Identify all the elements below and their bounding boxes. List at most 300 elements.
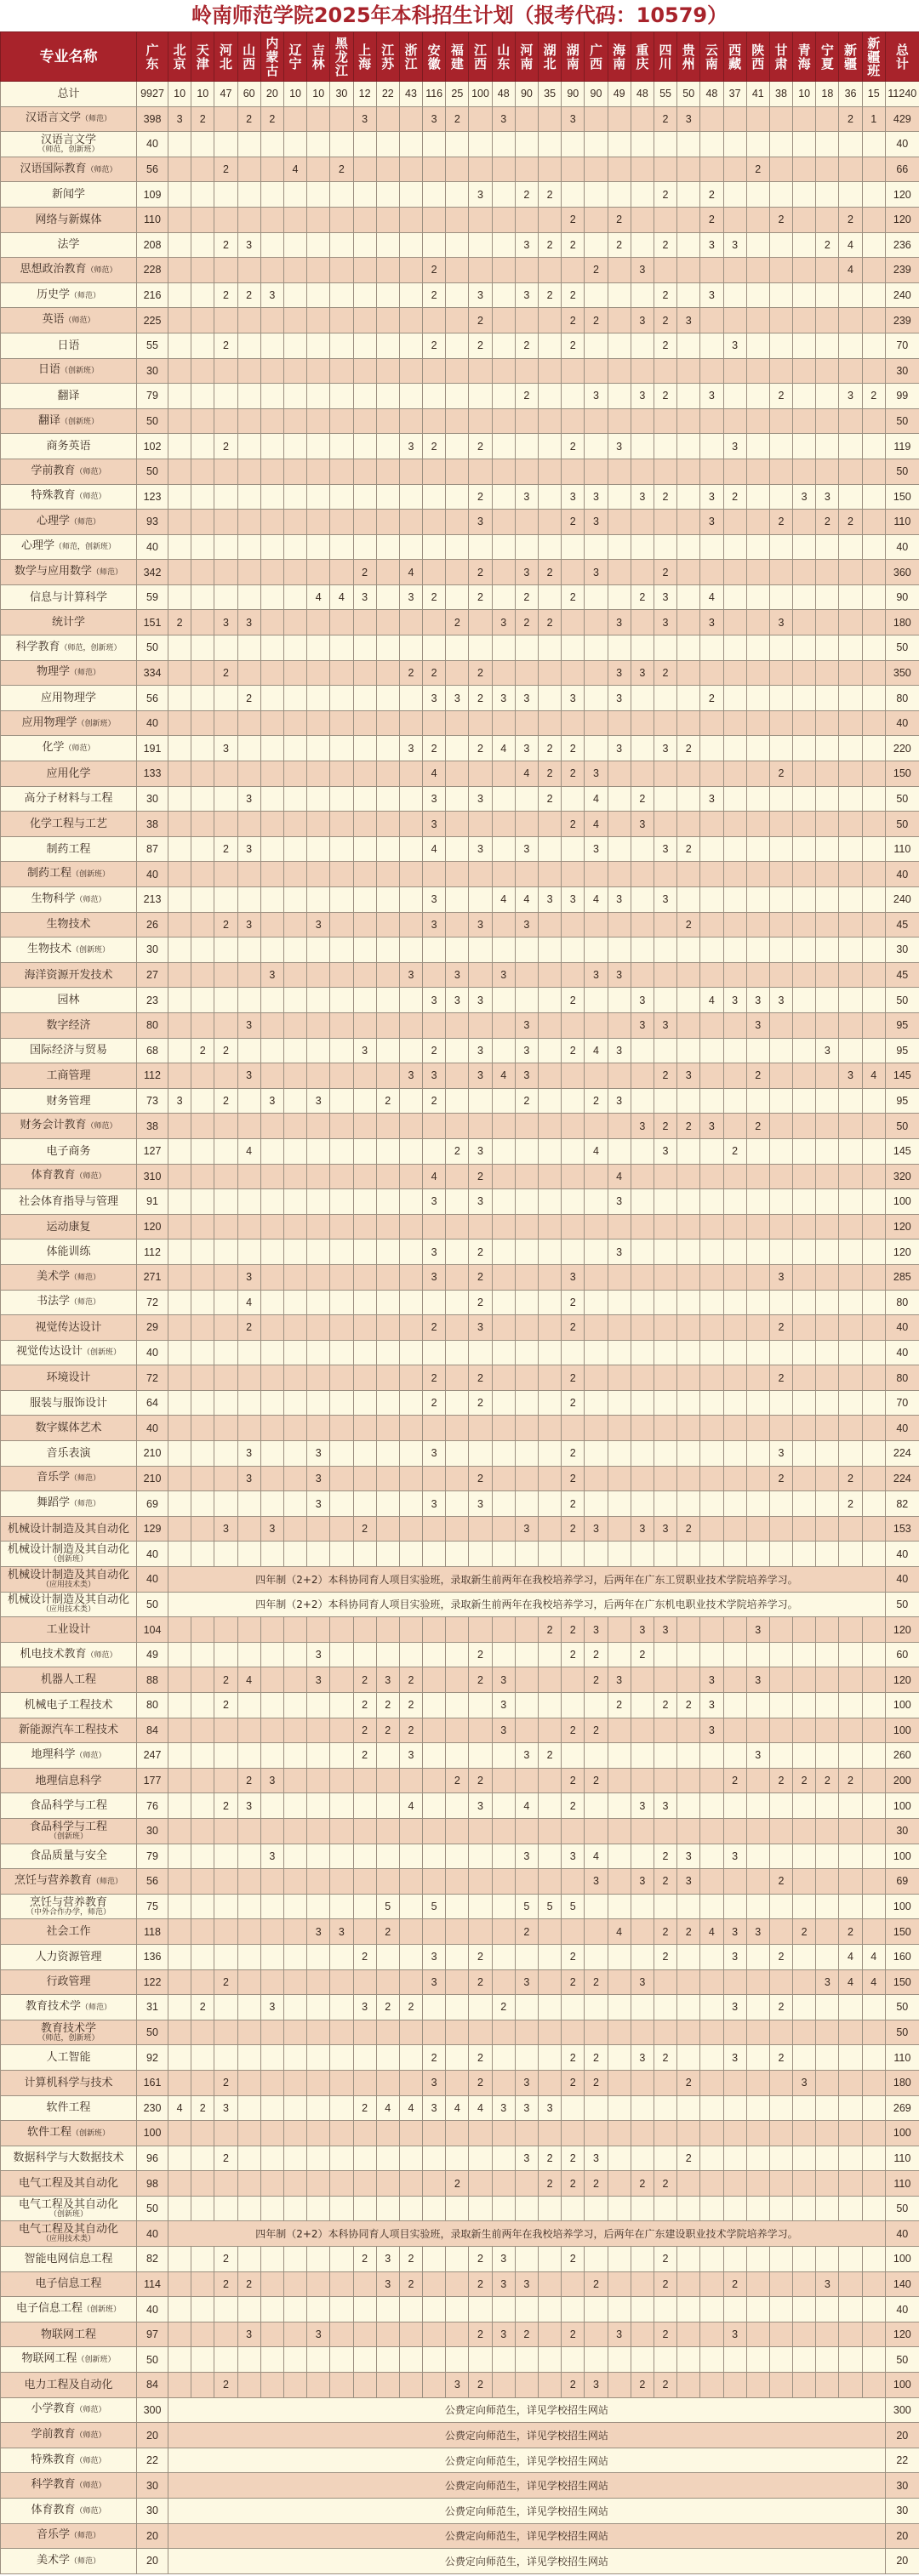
quota-cell xyxy=(353,282,376,308)
quota-cell xyxy=(677,182,700,208)
quota-cell xyxy=(168,1894,191,1919)
quota-cell: 3 xyxy=(631,1516,654,1542)
quota-cell xyxy=(214,2322,237,2347)
quota-cell xyxy=(168,560,191,585)
quota-cell: 3 xyxy=(260,1088,283,1114)
quota-cell xyxy=(816,282,839,308)
quota-cell xyxy=(793,1038,816,1063)
table-row xyxy=(1,2221,919,2247)
quota-cell xyxy=(399,106,422,132)
quota-cell: 3 xyxy=(700,484,723,510)
quota-cell xyxy=(723,258,746,283)
quota-cell xyxy=(283,710,306,736)
quota-cell: 3 xyxy=(492,686,515,711)
quota-cell xyxy=(446,1718,469,1743)
quota-cell xyxy=(492,2373,515,2398)
quota-cell xyxy=(793,1365,816,1391)
quota-cell xyxy=(260,534,283,560)
quota-cell xyxy=(353,2070,376,2095)
quota-cell xyxy=(191,1516,214,1542)
quota-cell: 3 xyxy=(469,1063,492,1089)
quota-cell xyxy=(330,710,353,736)
quota-cell xyxy=(191,358,214,384)
quota-cell xyxy=(862,1919,885,1945)
quota-cell xyxy=(631,1416,654,1441)
quota-cell xyxy=(283,786,306,812)
row-total-cell: 100 xyxy=(885,1894,919,1919)
quota-cell xyxy=(237,560,260,585)
quota-cell: 35 xyxy=(539,82,562,107)
quota-cell xyxy=(862,1491,885,1517)
quota-cell: 2 xyxy=(839,1768,862,1793)
quota-cell xyxy=(307,2347,330,2373)
quota-cell xyxy=(399,1164,422,1189)
quota-cell xyxy=(399,1214,422,1240)
quota-cell xyxy=(469,132,492,157)
quota-cell xyxy=(260,912,283,938)
quota-cell xyxy=(399,2373,422,2398)
quota-cell xyxy=(353,2020,376,2045)
quota-cell xyxy=(492,988,515,1013)
quota-cell xyxy=(746,2347,769,2373)
quota-cell xyxy=(353,710,376,736)
quota-cell xyxy=(330,2297,353,2322)
quota-cell xyxy=(399,534,422,560)
quota-cell xyxy=(723,1516,746,1542)
quota-cell xyxy=(746,182,769,208)
quota-cell xyxy=(260,1944,283,1969)
quota-cell xyxy=(631,282,654,308)
quota-cell xyxy=(446,1264,469,1290)
quota-cell xyxy=(330,1969,353,1995)
table-row xyxy=(1,2373,919,2398)
quota-cell: 3 xyxy=(423,1441,446,1467)
quota-cell xyxy=(376,1768,399,1793)
quota-cell xyxy=(723,1114,746,1139)
quota-cell xyxy=(769,1416,792,1441)
row-total-cell: 160 xyxy=(885,1944,919,1969)
quota-cell xyxy=(237,459,260,484)
quota-cell xyxy=(677,1793,700,1819)
quota-cell xyxy=(839,962,862,988)
quota-cell xyxy=(283,1390,306,1416)
quota-cell xyxy=(376,1969,399,1995)
quota-cell xyxy=(423,2247,446,2272)
quota-cell xyxy=(330,1542,353,1567)
row-total-cell: 50 xyxy=(885,1114,919,1139)
quota-cell xyxy=(608,2247,631,2272)
table-row xyxy=(1,736,919,761)
quota-cell xyxy=(168,1138,191,1164)
quota-cell xyxy=(723,1718,746,1743)
quota-cell xyxy=(608,1441,631,1467)
quota-cell xyxy=(307,2297,330,2322)
quota-cell xyxy=(700,2121,723,2146)
quota-cell xyxy=(862,2146,885,2171)
quota-cell xyxy=(839,938,862,963)
quota-cell: 3 xyxy=(816,1038,839,1063)
quota-cell xyxy=(376,1038,399,1063)
quota-cell xyxy=(353,207,376,232)
quota-cell: 3 xyxy=(677,1063,700,1089)
quota-cell: 3 xyxy=(376,2271,399,2297)
quota-cell xyxy=(862,358,885,384)
quota-cell xyxy=(793,1869,816,1895)
quota-cell: 2 xyxy=(539,610,562,635)
quota-cell xyxy=(839,1214,862,1240)
quota-cell xyxy=(492,1743,515,1769)
quota-cell xyxy=(723,1793,746,1819)
quota-cell xyxy=(515,510,538,535)
quota-cell: 4 xyxy=(700,1919,723,1945)
quota-cell xyxy=(492,308,515,333)
quota-cell xyxy=(700,132,723,157)
quota-cell xyxy=(539,686,562,711)
quota-cell xyxy=(862,812,885,837)
quota-cell: 3 xyxy=(562,1264,585,1290)
quota-cell: 2 xyxy=(469,1240,492,1265)
quota-cell xyxy=(585,862,608,887)
quota-cell xyxy=(793,258,816,283)
quota-cell xyxy=(423,710,446,736)
major-name-cell: 电气工程及其自动化 xyxy=(1,2171,137,2197)
quota-cell xyxy=(677,686,700,711)
table-row xyxy=(1,308,919,333)
quota-cell xyxy=(816,1290,839,1315)
quota-cell xyxy=(353,1063,376,1089)
quota-cell xyxy=(515,1214,538,1240)
quota-cell xyxy=(283,2373,306,2398)
major-name-cell: 烹饪与营养教育（师范） xyxy=(1,1869,137,1895)
row-total-cell: 224 xyxy=(885,1466,919,1491)
quota-cell xyxy=(168,2146,191,2171)
quota-cell: 3 xyxy=(214,2095,237,2121)
row-total-cell: 220 xyxy=(885,736,919,761)
quota-cell xyxy=(307,1743,330,1769)
quota-cell xyxy=(446,157,469,182)
quota-cell xyxy=(862,2121,885,2146)
quota-cell: 3 xyxy=(423,887,446,913)
quota-cell: 2 xyxy=(214,1969,237,1995)
quota-cell: 2 xyxy=(539,761,562,787)
quota-cell: 3 xyxy=(839,1063,862,1089)
quota-cell xyxy=(839,2247,862,2272)
quota-cell: 4 xyxy=(585,1844,608,1869)
quota-cell xyxy=(353,988,376,1013)
quota-cell xyxy=(654,1416,676,1441)
quota-cell xyxy=(585,584,608,610)
quota-cell xyxy=(423,1818,446,1844)
quota-cell xyxy=(816,1919,839,1945)
quota-cell xyxy=(654,1189,676,1215)
quota-cell xyxy=(214,1542,237,1567)
quota-cell xyxy=(585,282,608,308)
quota-cell: 3 xyxy=(654,887,676,913)
quota-cell: 2 xyxy=(423,258,446,283)
major-tag: （师范） xyxy=(75,1751,106,1760)
quota-cell xyxy=(191,1793,214,1819)
quota-cell xyxy=(816,1793,839,1819)
quota-cell: 2 xyxy=(515,1088,538,1114)
quota-cell xyxy=(585,686,608,711)
quota-cell xyxy=(353,1365,376,1391)
major-tag: （中外合作办学，师范） xyxy=(26,1907,111,1917)
quota-cell: 3 xyxy=(562,106,585,132)
quota-cell xyxy=(423,1542,446,1567)
quota-cell xyxy=(283,510,306,535)
quota-cell: 3 xyxy=(399,584,422,610)
quota-cell xyxy=(816,534,839,560)
quota-cell xyxy=(723,1365,746,1391)
quota-cell xyxy=(700,157,723,182)
quota-cell xyxy=(515,1466,538,1491)
quota-cell xyxy=(399,1818,422,1844)
quota-cell xyxy=(585,1264,608,1290)
row-total-cell: 110 xyxy=(885,510,919,535)
major-tag: （师范） xyxy=(70,291,101,300)
quota-cell xyxy=(191,736,214,761)
quota-cell xyxy=(446,1793,469,1819)
table-row xyxy=(1,1516,919,1542)
quota-cell xyxy=(700,912,723,938)
quota-cell xyxy=(862,686,885,711)
quota-cell: 228 xyxy=(137,258,168,283)
quota-cell: 2 xyxy=(469,1969,492,1995)
quota-cell xyxy=(700,1138,723,1164)
quota-cell xyxy=(423,1416,446,1441)
quota-cell: 3 xyxy=(423,1969,446,1995)
quota-cell xyxy=(585,1340,608,1365)
quota-cell xyxy=(376,862,399,887)
quota-cell: 3 xyxy=(746,1743,769,1769)
quota-cell xyxy=(608,1416,631,1441)
quota-cell xyxy=(168,1164,191,1189)
quota-cell: 3 xyxy=(700,610,723,635)
quota-cell xyxy=(816,912,839,938)
quota-cell xyxy=(816,1214,839,1240)
quota-cell xyxy=(330,1365,353,1391)
quota-cell xyxy=(191,1164,214,1189)
quota-cell xyxy=(816,1264,839,1290)
quota-cell xyxy=(700,1365,723,1391)
quota-cell xyxy=(168,484,191,510)
quota-cell xyxy=(446,761,469,787)
table-row xyxy=(1,2196,919,2221)
quota-cell xyxy=(446,182,469,208)
quota-cell xyxy=(700,2347,723,2373)
quota-cell: 43 xyxy=(399,82,422,107)
quota-cell xyxy=(492,384,515,409)
quota-cell xyxy=(214,1844,237,1869)
quota-cell xyxy=(330,1718,353,1743)
quota-cell: 4 xyxy=(608,1164,631,1189)
quota-cell xyxy=(191,1642,214,1667)
quota-cell xyxy=(700,2373,723,2398)
quota-cell xyxy=(283,1869,306,1895)
quota-cell xyxy=(214,1944,237,1969)
quota-cell: 3 xyxy=(631,484,654,510)
quota-cell xyxy=(515,1768,538,1793)
quota-cell: 3 xyxy=(237,232,260,258)
quota-cell xyxy=(168,1491,191,1517)
quota-cell xyxy=(376,1642,399,1667)
quota-cell xyxy=(700,1743,723,1769)
quota-cell xyxy=(423,962,446,988)
quota-cell xyxy=(168,2373,191,2398)
quota-cell xyxy=(654,1667,676,1693)
quota-cell xyxy=(700,459,723,484)
quota-cell xyxy=(746,434,769,459)
quota-cell xyxy=(862,1189,885,1215)
quota-cell xyxy=(723,1693,746,1718)
quota-cell xyxy=(816,1138,839,1164)
quota-cell xyxy=(307,962,330,988)
quota-cell xyxy=(446,1818,469,1844)
row-total-cell: 300 xyxy=(885,2397,919,2423)
table-row xyxy=(1,1995,919,2020)
major-tag: （师范，创新班） xyxy=(54,543,117,552)
quota-cell: 2 xyxy=(585,2070,608,2095)
quota-cell: 91 xyxy=(137,1189,168,1215)
major-name-cell: 特殊教育（师范） xyxy=(1,484,137,510)
quota-cell xyxy=(330,106,353,132)
quota-cell xyxy=(399,786,422,812)
quota-cell xyxy=(585,1944,608,1969)
quota-cell xyxy=(214,1642,237,1667)
quota-cell: 3 xyxy=(677,1869,700,1895)
major-name-cell: 生物技术（创新班） xyxy=(1,938,137,963)
quota-cell: 40 xyxy=(137,132,168,157)
quota-cell xyxy=(746,1693,769,1718)
quota-cell xyxy=(585,2121,608,2146)
quota-cell xyxy=(492,1516,515,1542)
quota-cell: 4 xyxy=(700,584,723,610)
quota-cell: 30 xyxy=(137,938,168,963)
quota-cell xyxy=(492,2045,515,2071)
quota-cell xyxy=(214,1365,237,1391)
quota-cell xyxy=(631,1164,654,1189)
quota-cell: 23 xyxy=(137,988,168,1013)
quota-cell xyxy=(237,2045,260,2071)
quota-cell xyxy=(283,2247,306,2272)
quota-cell: 2 xyxy=(469,1768,492,1793)
quota-cell xyxy=(631,938,654,963)
quota-cell xyxy=(654,1214,676,1240)
quota-cell xyxy=(191,1441,214,1467)
quota-cell xyxy=(191,1012,214,1038)
quota-cell xyxy=(585,2095,608,2121)
quota-cell xyxy=(353,761,376,787)
quota-cell xyxy=(399,812,422,837)
row-total-cell: 100 xyxy=(885,1844,919,1869)
quota-cell xyxy=(399,1264,422,1290)
quota-cell: 2 xyxy=(654,560,676,585)
quota-cell xyxy=(307,1038,330,1063)
table-row xyxy=(1,1944,919,1969)
row-total-cell: 145 xyxy=(885,1063,919,1089)
quota-cell xyxy=(307,610,330,635)
table-row xyxy=(1,1214,919,1240)
quota-cell xyxy=(399,686,422,711)
quota-cell xyxy=(399,282,422,308)
quota-cell xyxy=(399,2020,422,2045)
quota-cell: 2 xyxy=(469,333,492,358)
quota-cell xyxy=(539,1869,562,1895)
quota-cell xyxy=(585,1315,608,1341)
quota-cell xyxy=(562,2020,585,2045)
quota-cell xyxy=(677,1214,700,1240)
quota-cell xyxy=(168,635,191,661)
table-row xyxy=(1,1768,919,1793)
quota-cell xyxy=(723,1466,746,1491)
quota-cell xyxy=(214,862,237,887)
quota-cell: 75 xyxy=(137,1894,168,1919)
quota-cell xyxy=(862,1264,885,1290)
major-name-cell: 应用物理学（创新班） xyxy=(1,710,137,736)
quota-cell: 2 xyxy=(654,1114,676,1139)
quota-cell: 40 xyxy=(137,1416,168,1441)
quota-cell: 2 xyxy=(816,232,839,258)
quota-cell xyxy=(283,962,306,988)
quota-cell: 2 xyxy=(562,1290,585,1315)
quota-cell xyxy=(608,1995,631,2020)
quota-cell: 40 xyxy=(137,1340,168,1365)
quota-cell xyxy=(446,1844,469,1869)
quota-cell xyxy=(723,710,746,736)
quota-cell xyxy=(307,258,330,283)
quota-cell xyxy=(469,1718,492,1743)
quota-cell: 50 xyxy=(137,2347,168,2373)
column-header-major: 专业名称 xyxy=(1,32,137,82)
quota-cell xyxy=(353,1088,376,1114)
quota-cell xyxy=(723,1642,746,1667)
quota-cell xyxy=(700,308,723,333)
quota-cell xyxy=(839,333,862,358)
quota-cell xyxy=(469,812,492,837)
quota-cell xyxy=(307,2095,330,2121)
quota-cell: 3 xyxy=(746,988,769,1013)
quota-cell: 3 xyxy=(353,1995,376,2020)
quota-cell xyxy=(283,584,306,610)
quota-cell xyxy=(862,2095,885,2121)
quota-cell xyxy=(237,710,260,736)
quota-cell xyxy=(446,1516,469,1542)
quota-cell xyxy=(769,812,792,837)
quota-cell xyxy=(492,1919,515,1945)
quota-cell xyxy=(539,484,562,510)
row-total-cell: 20 xyxy=(885,2549,919,2574)
table-row xyxy=(1,2322,919,2347)
quota-cell: 3 xyxy=(769,610,792,635)
quota-cell xyxy=(330,1642,353,1667)
quota-cell xyxy=(283,534,306,560)
quota-cell xyxy=(816,635,839,661)
quota-cell xyxy=(539,862,562,887)
quota-cell xyxy=(585,635,608,661)
quota-cell: 50 xyxy=(677,82,700,107)
quota-cell xyxy=(399,1617,422,1643)
quota-cell xyxy=(839,1315,862,1341)
quota-cell xyxy=(631,232,654,258)
quota-cell xyxy=(376,836,399,862)
quota-cell xyxy=(539,1969,562,1995)
quota-cell xyxy=(585,1240,608,1265)
quota-cell xyxy=(168,258,191,283)
quota-cell xyxy=(746,384,769,409)
row-total-cell: 285 xyxy=(885,1264,919,1290)
quota-cell xyxy=(283,2070,306,2095)
row-total-cell: 100 xyxy=(885,2373,919,2398)
